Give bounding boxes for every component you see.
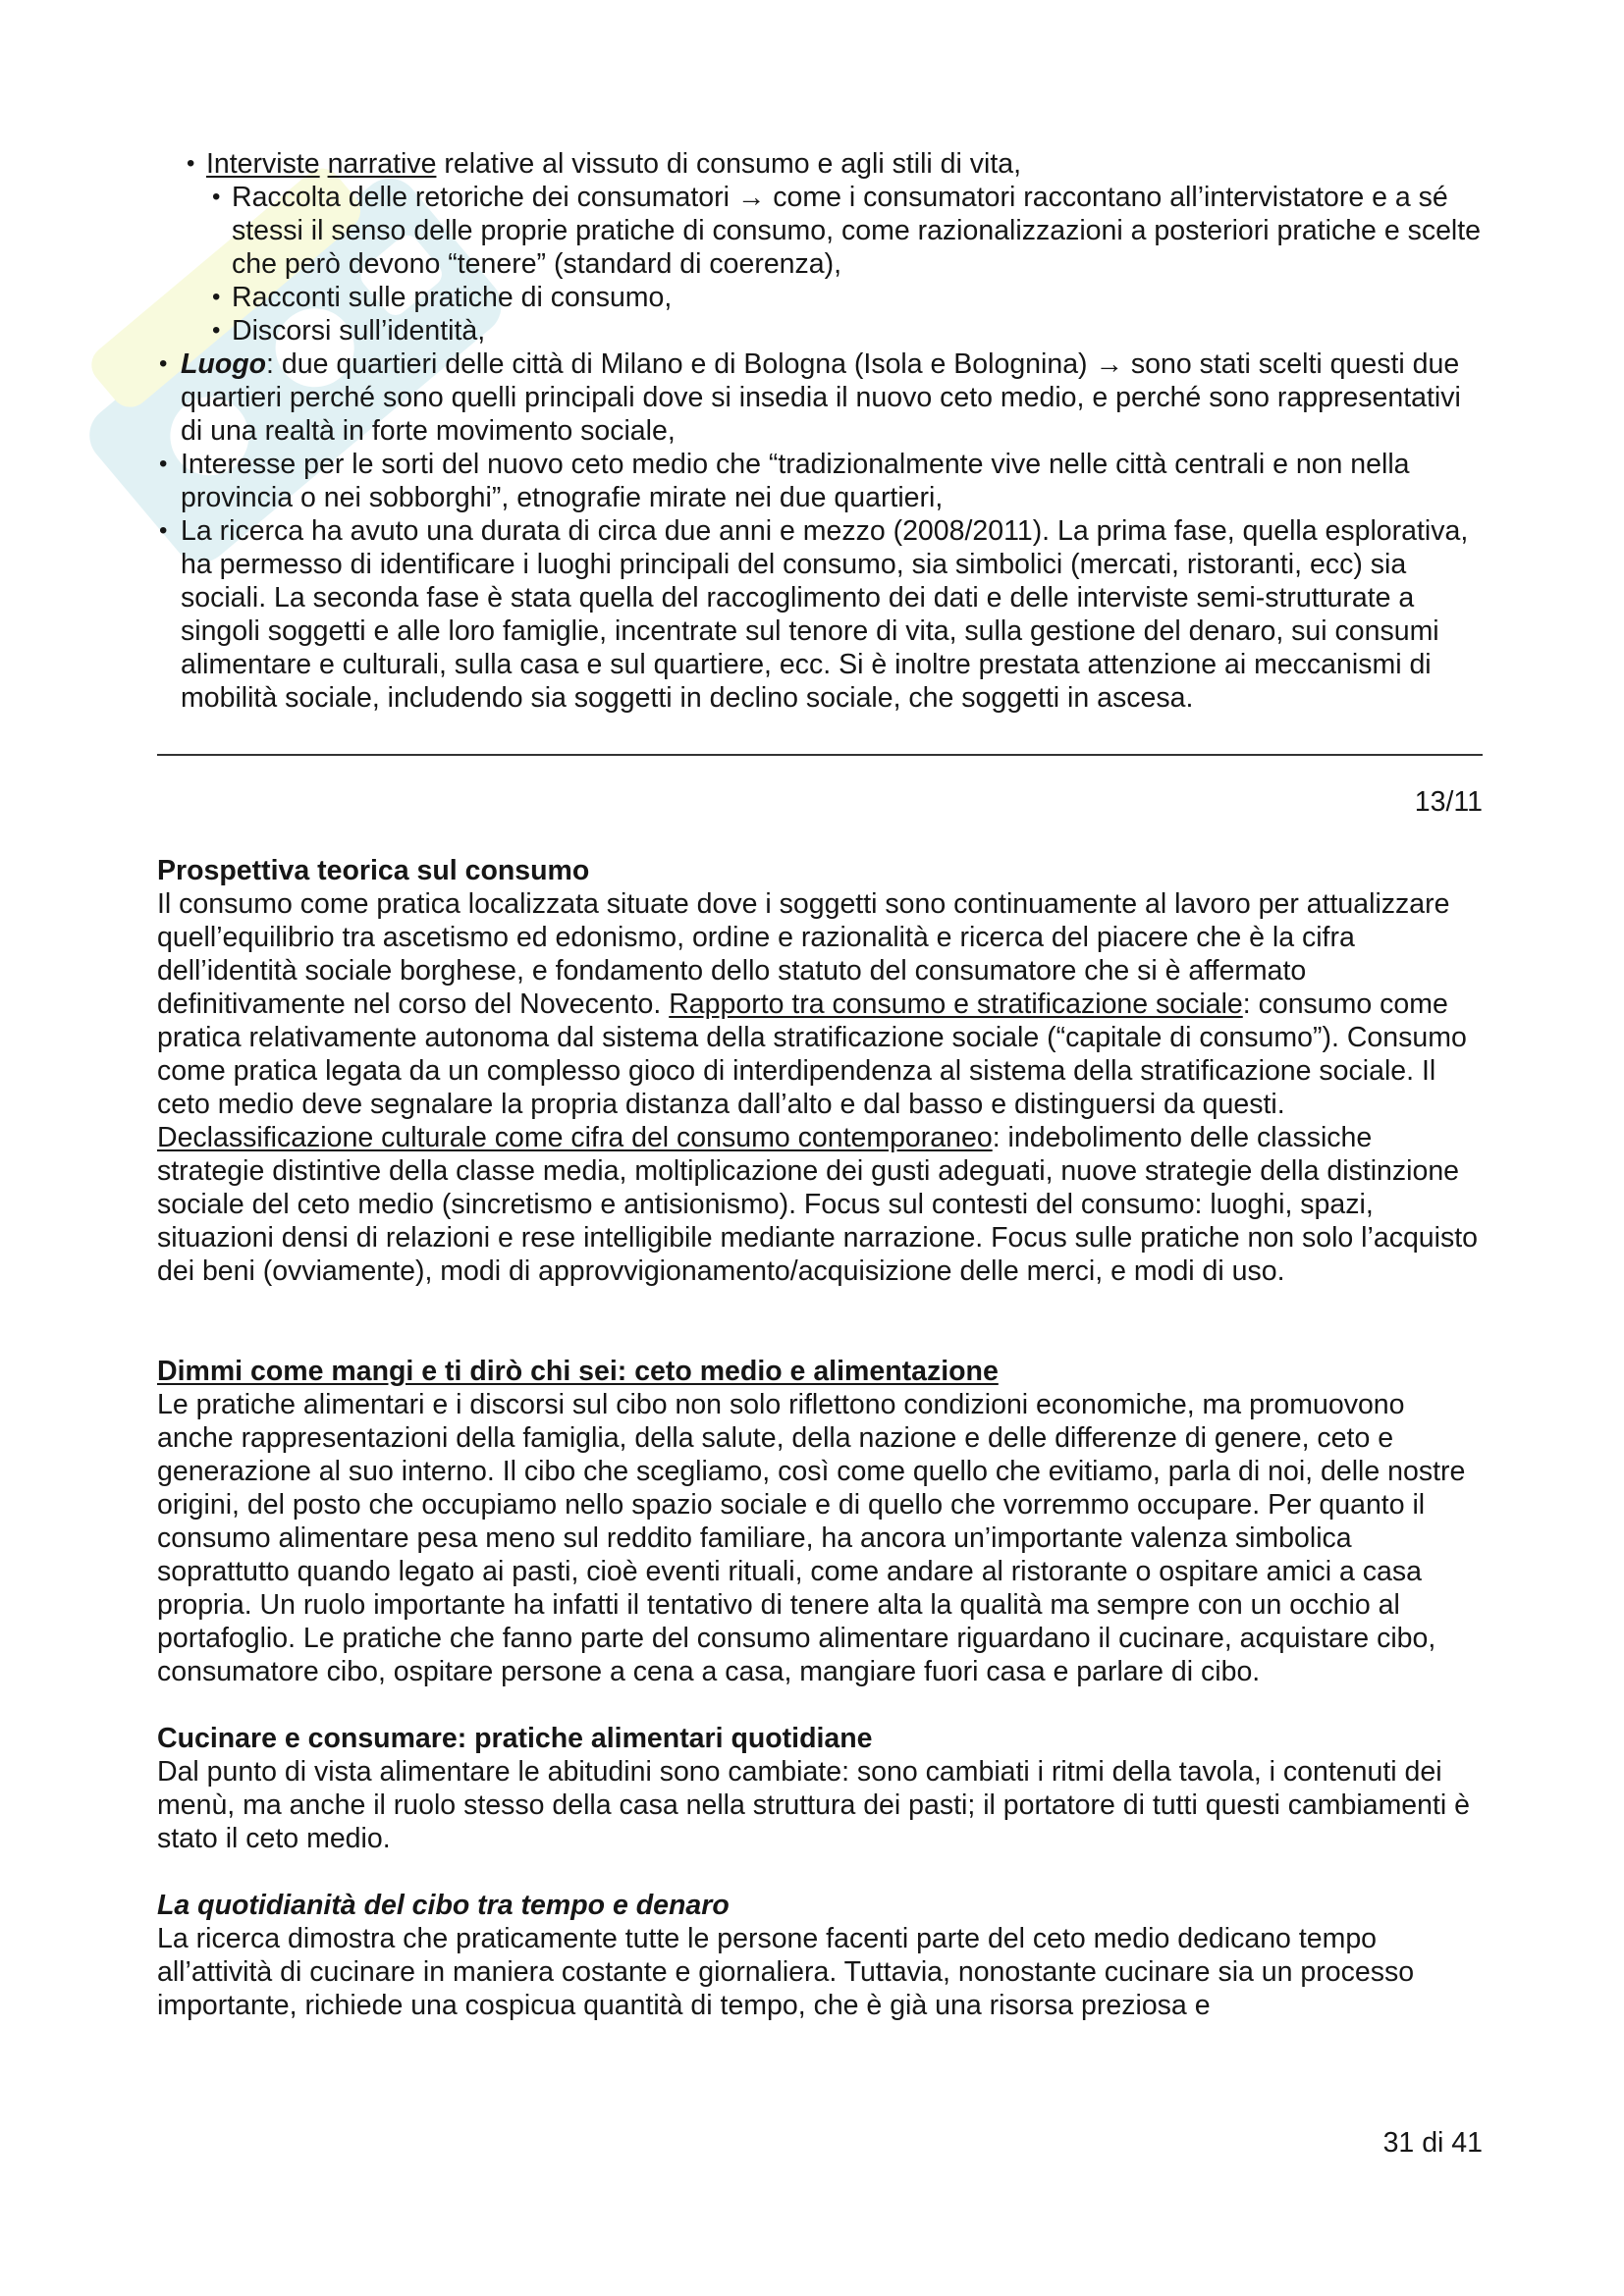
bullet-text: relative al vissuto di consumo e agli stili di vita, xyxy=(436,148,1022,180)
research-bullet-list xyxy=(157,347,1483,715)
sub-bullet-list xyxy=(157,181,1483,347)
page-content xyxy=(157,147,1483,2022)
section-heading: Prospettiva teorica sul consumo xyxy=(157,855,590,886)
bullet-text: Raccolta delle retoriche dei consumatori → come i consumatori raccontano all’intervistatore e a sé stessi il senso delle proprie pratiche di consumo, come razionalizzazioni a posteriori pratiche e scelte che però devono “tenere” (standard di coerenza), xyxy=(232,182,1482,280)
list-item xyxy=(157,147,1483,347)
section-body xyxy=(157,887,1483,1288)
interviste-underlined: Interviste xyxy=(206,148,320,180)
section-prospettiva-teorica xyxy=(157,854,1483,1288)
bullet-dot-icon: • xyxy=(159,517,168,544)
section-date: 13/11 xyxy=(1414,786,1483,818)
section-body: Le pratiche alimentari e i discorsi sul cibo non solo riflettono condizioni economiche, ma promuovono anche rappresentazioni della famiglia, della salute, della nazione e delle differenze di genere, ceto e generazione al suo interno. Il cibo che scegliamo, così come quello che evitiamo, parla di noi, delle nostre origini, del posto che occupiamo nello spazio sociale e di quello che vorremmo occupare. Per quanto il consumo alimentare pesa meno sul reddito familiare, ha ancora un’importante valenza simbolica soprattutto quando legato ai pasti, cioè eventi rituali, come andare al ristorante o ospitare amici a casa propria. Un ruolo importante ha infatti il tentativo di tenere alta la qualità ma sempre con un occhio al portafoglio. Le pratiche che fanno parte del consumo alimentare riguardano il cucinare, acquistare cibo, consumatore cibo, ospitare persone a cena a casa, mangiare fuori casa e parlare di cibo. xyxy=(157,1389,1466,1687)
bullet-text: La ricerca ha avuto una durata di circa due anni e mezzo (2008/2011). La prima fase, quella esplorativa, ha permesso di identificare i luoghi principali del consumo, sia simbolici (mercati, ristoranti, ecc) sia sociali. La seconda fase è stata quella del raccoglimento dei dati e delle interviste semi-strutturate a singoli soggetti e alle loro famiglie, incentrate sul tenore di vita, sulla gestione del denaro, sui consumi alimentare e culturali, sulla casa e sul quartiere, ecc. Si è inoltre prestata attenzione ai meccanismi di mobilità sociale, includendo sia soggetti in declino sociale, che soggetti in ascesa. xyxy=(181,515,1469,714)
section-body: Dal punto di vista alimentare le abitudini sono cambiate: sono cambiati i ritmi della tavola, i contenuti dei menù, ma anche il ruolo stesso della casa nella struttura dei pasti; il portatore di tutti questi cambiamenti è stato il ceto medio. xyxy=(157,1756,1471,1854)
list-item xyxy=(157,347,1483,448)
section-body: La ricerca dimostra che praticamente tutte le persone facenti parte del ceto medio dedicano tempo all’attività di cucinare in maniera costante e giornaliera. Tuttavia, nonostante cucinare sia un processo importante, richiede una cospicua quantità di tempo, che è già una risorsa preziosa e xyxy=(157,1923,1415,2021)
list-item xyxy=(157,281,1483,314)
bullet-dot-icon: • xyxy=(212,184,221,210)
underlined-phrase: Rapporto tra consumo e stratificazione sociale xyxy=(669,988,1243,1020)
bullet-dot-icon: • xyxy=(159,451,168,477)
section-heading: La quotidianità del cibo tra tempo e denaro xyxy=(157,1890,730,1921)
list-item xyxy=(157,314,1483,347)
page-number: 31 di 41 xyxy=(1382,2127,1483,2159)
bullet-text: : due quartieri delle città di Milano e di Bologna (Isola e Bolognina) → sono stati scelti questi due quartieri perché sono quelli principali dove si insedia il nuovo ceto medio, e perché sono rappresentativi di una realtà in forte movimento sociale, xyxy=(181,348,1461,447)
luogo-label: Luogo xyxy=(181,348,267,380)
bullet-text: Racconti sulle pratiche di consumo, xyxy=(232,282,673,313)
list-item xyxy=(157,514,1483,715)
bullet-dot-icon: • xyxy=(212,284,221,310)
bullet-text: Discorsi sull’identità, xyxy=(232,315,486,347)
bullet-dot-icon: • xyxy=(187,150,195,177)
bullet-dot-icon: • xyxy=(159,350,168,377)
section-ceto-medio-alimentazione xyxy=(157,1355,1483,1688)
list-item xyxy=(157,448,1483,514)
body-text: Il consumo come pratica localizzata situate dove i soggetti sono continuamente al lavoro per attualizzare quell’equilibrio tra ascetismo ed edonismo, ordine e razionalità e ricerca del piacere che è la cifra dell’identità sociale borghese, e fondamento dello statuto del consumatore che si è affermato definitivamente nel corso del Novecento. xyxy=(157,888,1450,1020)
horizontal-divider xyxy=(157,754,1483,756)
bullet-text: Interesse per le sorti del nuovo ceto medio che “tradizionalmente vive nelle città centrali e non nella provincia o nei sobborghi”, etnografie mirate nei due quartieri, xyxy=(181,449,1410,513)
body-text: : consumo come pratica relativamente autonoma dal sistema della stratificazione sociale (“capitale di consumo”). Consumo come pratica legata da un complesso gioco di interdipendenza al sistema della stratificazione sociale. Il ceto medio deve segnalare la propria distanza dall’alto e dal basso e distinguersi da questi. xyxy=(157,988,1467,1120)
section-cucinare-consumare xyxy=(157,1722,1483,1855)
narrative-underlined: narrative xyxy=(327,148,437,180)
section-heading: Cucinare e consumare: pratiche alimentari quotidiane xyxy=(157,1723,873,1754)
list-item xyxy=(157,181,1483,281)
body-text: : indebolimento delle classiche strategie distintive della classe media, moltiplicazione dei gusti adeguati, nuove strategie della distinzione sociale del ceto medio (sincretismo e antisionismo). Focus sul contesti del consumo: luoghi, spazi, situazioni densi di relazioni e rese intelligibile mediante narrazione. Focus sulle pratiche non solo l’acquisto dei beni (ovviamente), modi di approvvigionamento/acquisizione delle merci, e modi di uso. xyxy=(157,1122,1478,1287)
section-heading: Dimmi come mangi e ti dirò chi sei: ceto medio e alimentazione xyxy=(157,1356,999,1387)
underlined-phrase: Declassificazione culturale come cifra del consumo contemporaneo xyxy=(157,1122,993,1153)
interview-bullet-list xyxy=(157,147,1483,347)
bullet-dot-icon: • xyxy=(212,317,221,344)
section-quotidianita-cibo xyxy=(157,1889,1483,2022)
